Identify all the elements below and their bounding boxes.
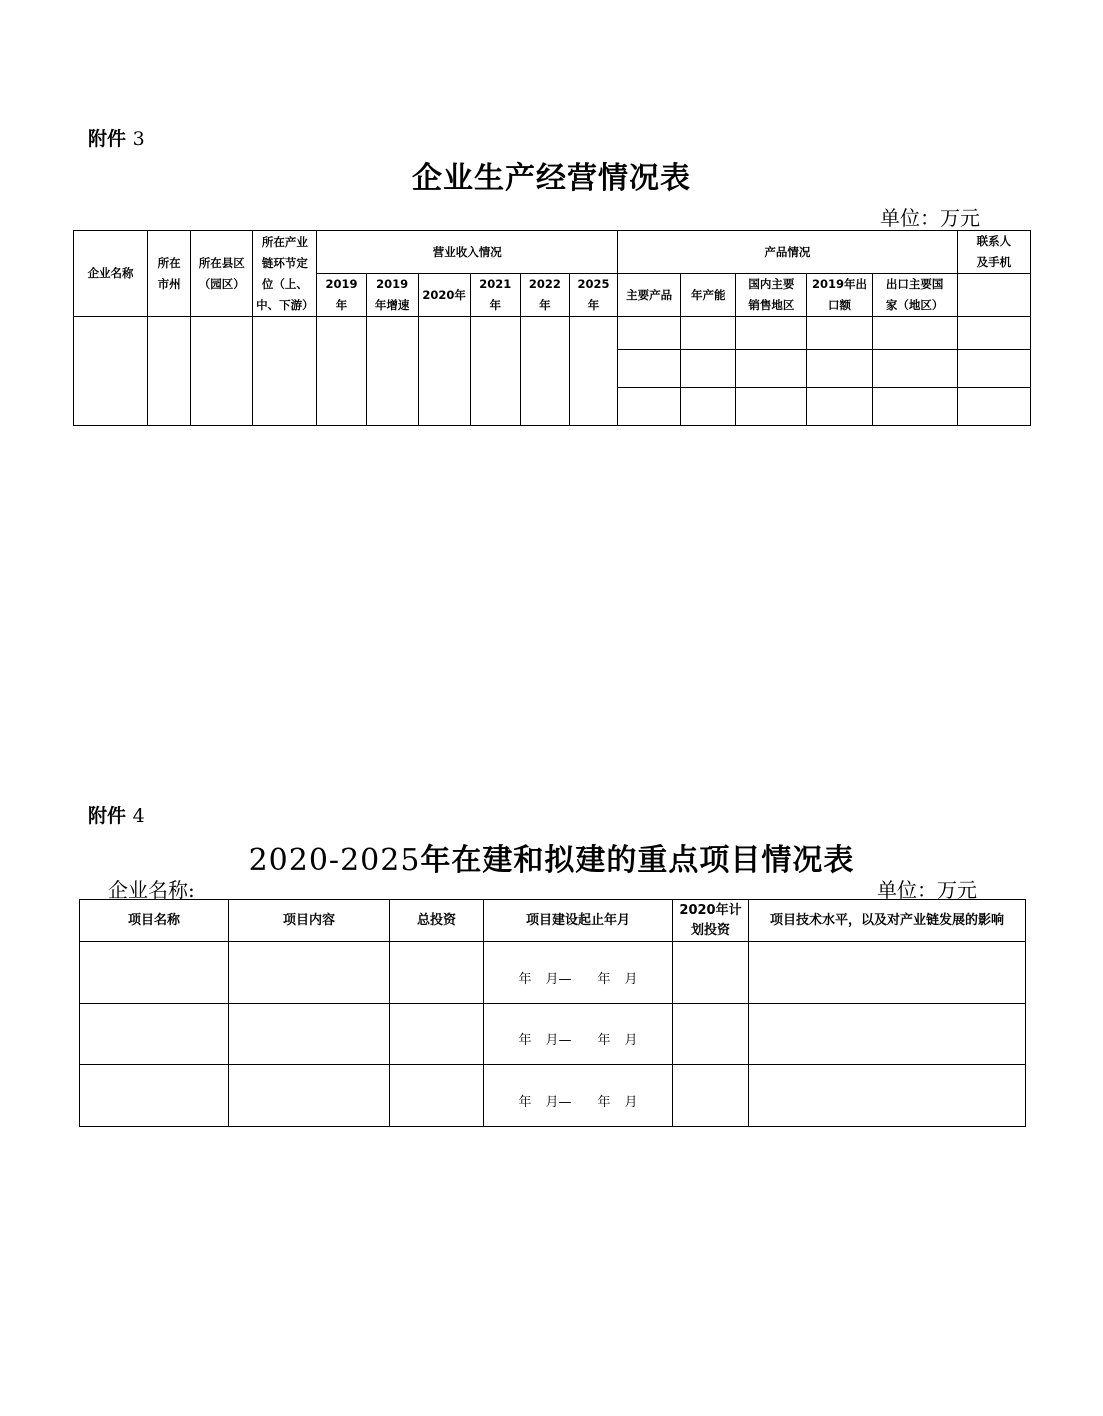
cell[interactable] <box>681 388 736 426</box>
header-products: 产品情况 <box>618 231 958 274</box>
header-total-investment: 总投资 <box>390 900 484 942</box>
cell[interactable] <box>736 350 807 388</box>
header-rev-2020: 2020年 <box>418 274 470 317</box>
cell[interactable] <box>229 1065 390 1127</box>
cell[interactable] <box>957 317 1030 350</box>
cell[interactable] <box>673 1004 749 1065</box>
table-row <box>80 942 1026 1004</box>
header-company-name: 企业名称 <box>74 231 148 317</box>
production-operation-table <box>73 230 1031 426</box>
header-tech-level-impact: 项目技术水平，以及对产业链发展的影响 <box>749 900 1026 942</box>
header-annual-capacity: 年产能 <box>681 274 736 317</box>
date-range-cell[interactable]: 年 月— 年 月 <box>484 942 673 1004</box>
cell[interactable] <box>749 1065 1026 1127</box>
cell[interactable] <box>872 388 957 426</box>
header-rev-2021: 2021 年 <box>470 274 520 317</box>
table-3-unit: 单位：万元 <box>880 206 980 230</box>
cell[interactable] <box>317 317 366 426</box>
cell[interactable] <box>191 317 253 426</box>
header-export-countries: 出口主要国 家（地区） <box>872 274 957 317</box>
date-range-cell[interactable]: 年 月— 年 月 <box>484 1065 673 1127</box>
table-row <box>80 1004 1026 1065</box>
table-4-unit: 单位：万元 <box>877 878 977 902</box>
header-project-content: 项目内容 <box>229 900 390 942</box>
table-row <box>80 1065 1026 1127</box>
cell[interactable] <box>80 942 229 1004</box>
cell[interactable] <box>681 350 736 388</box>
header-main-products: 主要产品 <box>618 274 681 317</box>
attachment-3-label: 附件 3 <box>88 128 145 150</box>
cell[interactable] <box>736 388 807 426</box>
cell[interactable] <box>872 317 957 350</box>
cell[interactable] <box>872 350 957 388</box>
key-projects-table <box>79 899 1026 1127</box>
header-city: 所在 市州 <box>148 231 191 317</box>
header-county: 所在县区 （园区） <box>191 231 253 317</box>
header-contact: 联系人 及手机 <box>957 231 1030 274</box>
cell[interactable] <box>807 317 872 350</box>
cell[interactable] <box>74 317 148 426</box>
cell[interactable] <box>681 317 736 350</box>
header-construction-period: 项目建设起止年月 <box>484 900 673 942</box>
table-row <box>74 317 1031 350</box>
cell[interactable] <box>673 942 749 1004</box>
header-revenue: 营业收入情况 <box>317 231 618 274</box>
header-rev-2022: 2022 年 <box>520 274 569 317</box>
cell[interactable] <box>569 317 617 426</box>
table-4-title: 2020-2025年在建和拟建的重点项目情况表 <box>248 843 855 878</box>
date-range-cell[interactable]: 年 月— 年 月 <box>484 1004 673 1065</box>
cell[interactable] <box>470 317 520 426</box>
cell[interactable] <box>80 1065 229 1127</box>
cell[interactable] <box>366 317 418 426</box>
header-rev-2019-growth: 2019 年增速 <box>366 274 418 317</box>
cell[interactable] <box>673 1065 749 1127</box>
cell[interactable] <box>390 1065 484 1127</box>
header-rev-2025: 2025 年 <box>569 274 617 317</box>
table-3-title: 企业生产经营情况表 <box>412 161 691 196</box>
cell[interactable] <box>229 1004 390 1065</box>
cell[interactable] <box>957 388 1030 426</box>
cell[interactable] <box>390 942 484 1004</box>
cell[interactable] <box>736 317 807 350</box>
cell[interactable] <box>807 388 872 426</box>
cell[interactable] <box>618 317 681 350</box>
cell[interactable] <box>749 1004 1026 1065</box>
header-export-2019: 2019年出 口额 <box>807 274 872 317</box>
cell[interactable] <box>957 350 1030 388</box>
header-domestic-sales: 国内主要 销售地区 <box>736 274 807 317</box>
cell[interactable] <box>618 388 681 426</box>
attachment-4-label: 附件 4 <box>88 805 145 827</box>
cell[interactable] <box>229 942 390 1004</box>
cell[interactable] <box>618 350 681 388</box>
cell[interactable] <box>807 350 872 388</box>
header-rev-2019: 2019 年 <box>317 274 366 317</box>
cell[interactable] <box>749 942 1026 1004</box>
header-contact-blank <box>957 274 1030 317</box>
cell[interactable] <box>253 317 317 426</box>
header-2020-planned-investment: 2020年计 划投资 <box>673 900 749 942</box>
cell[interactable] <box>80 1004 229 1065</box>
cell[interactable] <box>418 317 470 426</box>
cell[interactable] <box>520 317 569 426</box>
cell[interactable] <box>148 317 191 426</box>
header-project-name: 项目名称 <box>80 900 229 942</box>
cell[interactable] <box>390 1004 484 1065</box>
company-name-label: 企业名称: <box>108 878 195 902</box>
header-chain-position: 所在产业 链环节定 位（上、 中、下游） <box>253 231 317 317</box>
